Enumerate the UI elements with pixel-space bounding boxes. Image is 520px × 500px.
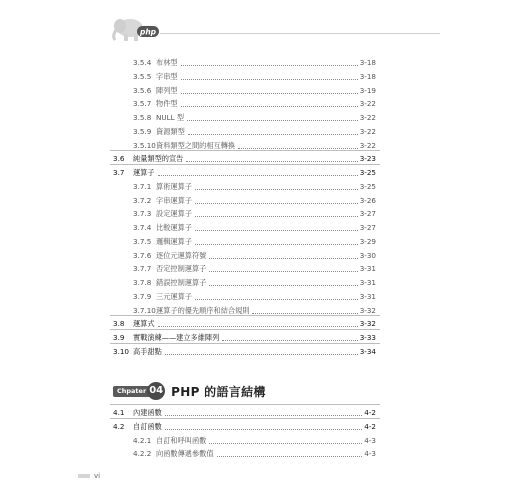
toc-entry-page: 4-2 — [364, 421, 376, 431]
toc-entry-number: 3.10 — [113, 346, 130, 356]
toc-entry-title: 比較運算子 — [156, 223, 192, 232]
toc-entry-page: 3-31 — [359, 264, 376, 274]
toc-entry-number: 4.2.2 — [133, 449, 152, 459]
toc-entry-title: 純量類型的宣告 — [133, 154, 184, 164]
toc-entry-page: 3-30 — [359, 250, 376, 260]
toc-entry-number: 3.8 — [113, 319, 125, 329]
section-rule — [110, 404, 380, 405]
toc-entry-title: 逐位元運算符號 — [156, 250, 207, 260]
toc-entry-title: 高手甜點 — [133, 346, 162, 356]
toc-entry[interactable] — [133, 207, 376, 220]
toc-entry-page: 3-27 — [359, 209, 376, 219]
toc-entry[interactable] — [133, 194, 376, 207]
toc-entry-number: 3.7.10 — [133, 305, 156, 315]
toc-entry[interactable] — [133, 249, 376, 262]
header-rule — [160, 33, 440, 34]
toc-leader-dots — [252, 312, 357, 314]
toc-leader-dots — [195, 243, 358, 245]
toc-leader-dots — [195, 202, 358, 204]
page-header — [0, 0, 520, 42]
toc-entry-title: 設定運算子 — [156, 209, 192, 219]
toc-entry-page: 3-22 — [359, 99, 376, 109]
toc-entry-title: 否定控制運算子 — [156, 264, 207, 274]
toc-entry-page: 3-32 — [359, 305, 376, 315]
toc-entry-title: 運算式 — [133, 319, 155, 329]
toc-entry-number: 4.2 — [113, 421, 125, 431]
toc-entry-number: 3.7.7 — [133, 264, 152, 274]
toc-entry-title: 運算子 — [133, 168, 155, 177]
toc-entry-title: 實戰演練——建立多維陣列 — [133, 333, 220, 342]
toc-entry[interactable] — [113, 345, 376, 358]
toc-entry-page: 3-25 — [359, 181, 376, 191]
toc-leader-dots — [158, 174, 358, 176]
toc-entry[interactable] — [133, 97, 376, 110]
toc-entry[interactable] — [133, 56, 376, 69]
toc-leader-dots — [165, 353, 358, 355]
toc-entry-page: 3-22 — [359, 126, 376, 136]
toc-leader-dots — [195, 188, 358, 190]
toc-entry-page: 3-18 — [359, 71, 376, 81]
toc-entry-title: 運算子的優先順序和結合規則 — [156, 305, 250, 315]
toc-entry-title: 內建函數 — [133, 408, 162, 417]
toc-entry-title: 物件型 — [156, 99, 178, 109]
toc-entry-title: 布林型 — [156, 58, 178, 67]
toc-leader-dots — [238, 147, 358, 149]
toc-entry-page: 3-34 — [359, 346, 376, 356]
toc-entry[interactable] — [133, 235, 376, 248]
toc-entry[interactable] — [133, 111, 376, 124]
section-rule — [110, 343, 380, 344]
toc-entry-number: 3.5.6 — [133, 85, 152, 95]
chapter-title: PHP 的語言結構 — [171, 384, 266, 399]
toc-entry-title: NULL 型 — [156, 113, 185, 122]
toc-entry-page: 3-18 — [359, 58, 376, 67]
toc-entry-title: 資料類型之間的相互轉換 — [156, 140, 236, 150]
toc-entry-number: 3.7.1 — [133, 181, 152, 191]
section-rule — [110, 164, 380, 165]
toc-entry-number: 3.7.4 — [133, 223, 152, 232]
toc-entry-page: 4-2 — [364, 408, 376, 417]
toc-entry[interactable] — [113, 166, 376, 179]
toc-entry-page: 3-27 — [359, 223, 376, 232]
toc-entry[interactable] — [133, 290, 376, 303]
toc-entry-title: 向函數傳遞參數值 — [156, 449, 214, 459]
toc-entry[interactable] — [133, 434, 376, 447]
toc-entry[interactable] — [133, 262, 376, 275]
toc-leader-dots — [209, 442, 362, 444]
toc-entry-page: 4-3 — [364, 435, 376, 445]
logo-text: php — [139, 27, 157, 37]
toc-entry-page: 3-19 — [359, 85, 376, 95]
toc-entry-number: 3.6 — [113, 154, 125, 164]
toc-entry-number: 3.7.6 — [133, 250, 152, 260]
toc-leader-dots — [158, 325, 358, 327]
toc-entry[interactable] — [133, 447, 376, 460]
toc-leader-dots — [188, 133, 358, 135]
toc-leader-dots — [222, 339, 357, 341]
toc-entry-number: 3.9 — [113, 333, 125, 342]
toc-leader-dots — [165, 414, 362, 416]
toc-entry-number: 3.7.2 — [133, 195, 152, 205]
toc-entry[interactable] — [133, 70, 376, 83]
toc-entry-page: 3-23 — [359, 154, 376, 164]
toc-entry-number: 3.5.9 — [133, 126, 152, 136]
toc-leader-dots — [209, 284, 357, 286]
toc-entry-page: 3-29 — [359, 236, 376, 246]
toc-entry-number: 3.5.8 — [133, 113, 152, 122]
toc-entry-number: 3.5.10 — [133, 140, 156, 150]
toc-entry-page: 3-31 — [359, 278, 376, 287]
toc-leader-dots — [195, 215, 358, 217]
section-rule — [110, 418, 380, 419]
toc-entry-title: 資源類型 — [156, 126, 185, 136]
toc-entry-page: 3-32 — [359, 319, 376, 329]
toc-entry-number: 3.7.8 — [133, 278, 152, 287]
toc-entry-page: 3-22 — [359, 140, 376, 150]
toc-leader-dots — [186, 160, 357, 162]
toc-leader-dots — [195, 229, 358, 231]
toc-entry-page: 3-33 — [359, 333, 376, 342]
chapter-number: 04 — [147, 382, 165, 400]
footer-bar — [78, 474, 90, 478]
toc-entry-title: 算術運算子 — [156, 181, 192, 191]
toc-entry-title: 陣列型 — [156, 85, 178, 95]
toc-entry-number: 3.5.5 — [133, 71, 152, 81]
toc-leader-dots — [181, 64, 358, 66]
toc-leader-dots — [209, 257, 357, 259]
toc-leader-dots — [165, 428, 362, 430]
page-number: vi — [94, 472, 101, 480]
toc-entry-number: 3.7.9 — [133, 291, 152, 301]
toc-entry-page: 3-22 — [359, 113, 376, 122]
toc-entry-number: 3.5.7 — [133, 99, 152, 109]
toc-entry-title: 邏輯運算子 — [156, 236, 192, 246]
elephant-php-logo-icon — [110, 14, 162, 42]
toc-entry-title: 字串型 — [156, 71, 178, 81]
toc-leader-dots — [181, 78, 358, 80]
toc-entry-number: 3.7.3 — [133, 209, 152, 219]
toc-entry[interactable] — [133, 125, 376, 138]
toc-leader-dots — [209, 270, 357, 272]
toc-leader-dots — [187, 119, 358, 121]
toc-entry-page: 3-25 — [359, 168, 376, 177]
toc-leader-dots — [217, 455, 363, 457]
toc-entry[interactable] — [133, 180, 376, 193]
chapter-label: Chpater — [113, 386, 149, 397]
page-footer — [78, 472, 100, 480]
section-rule — [110, 329, 380, 330]
section-rule — [110, 315, 380, 316]
toc-entry[interactable] — [133, 221, 376, 234]
toc-entry-page: 3-31 — [359, 291, 376, 301]
toc-entry-title: 錯誤控制運算子 — [156, 278, 207, 287]
toc-entry-number: 3.5.4 — [133, 58, 152, 67]
toc-entry-title: 三元運算子 — [156, 291, 192, 301]
toc-leader-dots — [195, 298, 358, 300]
toc-entry-number: 4.1 — [113, 408, 125, 417]
toc-entry-number: 3.7 — [113, 168, 125, 177]
toc-leader-dots — [181, 92, 358, 94]
toc-entry-page: 3-26 — [359, 195, 376, 205]
toc-entry[interactable] — [133, 84, 376, 97]
toc-entry-title: 字串運算子 — [156, 195, 192, 205]
toc-entry-number: 4.2.1 — [133, 435, 152, 445]
toc-entry-page: 4-3 — [364, 449, 376, 459]
section-rule — [110, 150, 380, 151]
toc-entry-number: 3.7.5 — [133, 236, 152, 246]
toc-entry-title: 自訂和呼叫函數 — [156, 435, 207, 445]
chapter-heading — [113, 380, 266, 402]
toc-entry[interactable] — [133, 276, 376, 289]
toc-leader-dots — [181, 105, 358, 107]
toc-entry-title: 自訂函數 — [133, 421, 162, 431]
toc-entry[interactable] — [113, 420, 376, 433]
